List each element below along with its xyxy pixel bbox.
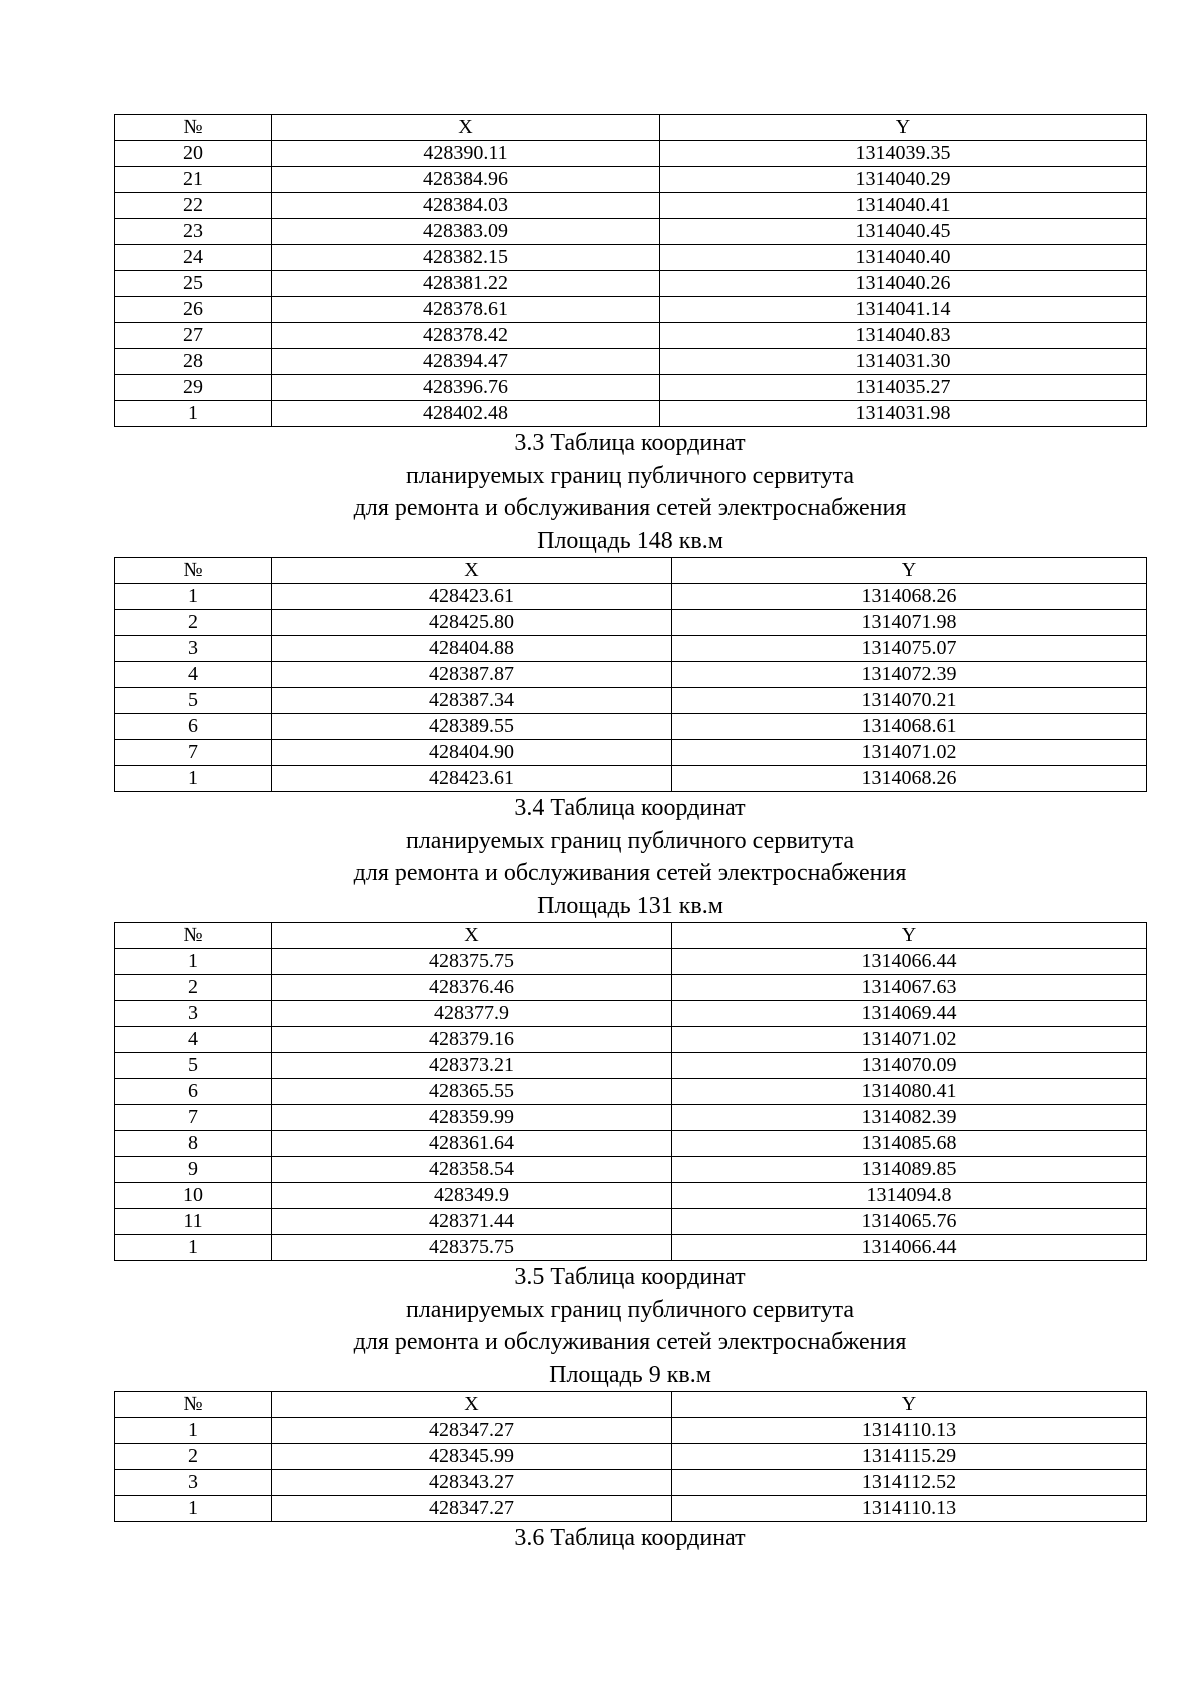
cell-number: 11 <box>115 1209 272 1235</box>
section-area: Площадь 131 кв.м <box>537 892 723 919</box>
cell-y: 1314068.26 <box>672 584 1147 610</box>
table-row <box>115 740 1147 766</box>
header-y: Y <box>660 115 1147 141</box>
section-area: Площадь 9 кв.м <box>549 1361 711 1388</box>
section-area: Площадь 148 кв.м <box>537 527 723 554</box>
cell-x: 428425.80 <box>272 610 672 636</box>
table-row <box>115 141 1147 167</box>
cell-y: 1314075.07 <box>672 636 1147 662</box>
cell-y: 1314040.45 <box>660 219 1147 245</box>
cell-y: 1314066.44 <box>672 949 1147 975</box>
cell-x: 428383.09 <box>272 219 660 245</box>
table-header-row <box>115 115 1147 141</box>
header-number: № <box>115 115 272 141</box>
table-row <box>115 271 1147 297</box>
cell-x: 428358.54 <box>272 1157 672 1183</box>
table-row <box>115 662 1147 688</box>
table-row <box>115 1418 1147 1444</box>
cell-x: 428390.11 <box>272 141 660 167</box>
cell-x: 428379.16 <box>272 1027 672 1053</box>
header-y: Y <box>672 558 1147 584</box>
cell-y: 1314065.76 <box>672 1209 1147 1235</box>
cell-x: 428378.42 <box>272 323 660 349</box>
table-row <box>115 323 1147 349</box>
cell-x: 428361.64 <box>272 1131 672 1157</box>
cell-y: 1314035.27 <box>660 375 1147 401</box>
cell-number: 2 <box>115 975 272 1001</box>
cell-x: 428402.48 <box>272 401 660 427</box>
section-3-3-caption <box>114 427 1146 557</box>
cell-x: 428347.27 <box>272 1496 672 1522</box>
table-row <box>115 245 1147 271</box>
table-row <box>115 219 1147 245</box>
cell-number: 3 <box>115 636 272 662</box>
table-row <box>115 714 1147 740</box>
coordinates-table-3-5 <box>114 1391 1147 1522</box>
cell-y: 1314089.85 <box>672 1157 1147 1183</box>
cell-y: 1314071.02 <box>672 1027 1147 1053</box>
cell-y: 1314080.41 <box>672 1079 1147 1105</box>
header-x: X <box>272 558 672 584</box>
cell-number: 1 <box>115 766 272 792</box>
cell-x: 428394.47 <box>272 349 660 375</box>
cell-x: 428423.61 <box>272 766 672 792</box>
cell-number: 22 <box>115 193 272 219</box>
cell-number: 9 <box>115 1157 272 1183</box>
table-row <box>115 949 1147 975</box>
cell-y: 1314072.39 <box>672 662 1147 688</box>
cell-number: 3 <box>115 1001 272 1027</box>
cell-x: 428387.87 <box>272 662 672 688</box>
cell-y: 1314071.02 <box>672 740 1147 766</box>
table-row <box>115 610 1147 636</box>
header-x: X <box>272 923 672 949</box>
section-3-6-caption <box>114 1522 1146 1555</box>
cell-y: 1314070.09 <box>672 1053 1147 1079</box>
cell-x: 428384.03 <box>272 193 660 219</box>
cell-number: 6 <box>115 1079 272 1105</box>
cell-number: 26 <box>115 297 272 323</box>
table-row <box>115 1079 1147 1105</box>
table-row <box>115 401 1147 427</box>
cell-x: 428359.99 <box>272 1105 672 1131</box>
cell-y: 1314071.98 <box>672 610 1147 636</box>
section-title: 3.6 Таблица координат <box>514 1525 746 1551</box>
cell-x: 428423.61 <box>272 584 672 610</box>
cell-y: 1314082.39 <box>672 1105 1147 1131</box>
table-row <box>115 1496 1147 1522</box>
cell-y: 1314040.83 <box>660 323 1147 349</box>
section-3-4-caption <box>114 792 1146 922</box>
cell-number: 1 <box>115 949 272 975</box>
cell-y: 1314068.26 <box>672 766 1147 792</box>
document-page <box>114 114 1146 1555</box>
cell-number: 3 <box>115 1470 272 1496</box>
coordinates-table-3-3 <box>114 557 1147 792</box>
cell-number: 1 <box>115 1418 272 1444</box>
table-row <box>115 688 1147 714</box>
cell-number: 4 <box>115 662 272 688</box>
table-header-row <box>115 1392 1147 1418</box>
table-row <box>115 1053 1147 1079</box>
cell-y: 1314040.40 <box>660 245 1147 271</box>
table-row <box>115 1183 1147 1209</box>
section-purpose: для ремонта и обслуживания сетей электроснабжения <box>353 495 907 521</box>
table-row <box>115 975 1147 1001</box>
cell-x: 428381.22 <box>272 271 660 297</box>
table-row <box>115 1235 1147 1261</box>
cell-x: 428365.55 <box>272 1079 672 1105</box>
table-row <box>115 193 1147 219</box>
cell-y: 1314068.61 <box>672 714 1147 740</box>
header-y: Y <box>672 923 1147 949</box>
table-row <box>115 375 1147 401</box>
cell-number: 29 <box>115 375 272 401</box>
cell-x: 428396.76 <box>272 375 660 401</box>
cell-y: 1314115.29 <box>672 1444 1147 1470</box>
table-row <box>115 1157 1147 1183</box>
cell-x: 428347.27 <box>272 1418 672 1444</box>
cell-x: 428376.46 <box>272 975 672 1001</box>
cell-x: 428404.90 <box>272 740 672 766</box>
cell-x: 428404.88 <box>272 636 672 662</box>
cell-number: 4 <box>115 1027 272 1053</box>
table-row <box>115 1444 1147 1470</box>
cell-number: 20 <box>115 141 272 167</box>
cell-number: 23 <box>115 219 272 245</box>
cell-y: 1314040.41 <box>660 193 1147 219</box>
cell-x: 428375.75 <box>272 1235 672 1261</box>
cell-number: 10 <box>115 1183 272 1209</box>
cell-number: 25 <box>115 271 272 297</box>
table-row <box>115 1209 1147 1235</box>
section-purpose: для ремонта и обслуживания сетей электроснабжения <box>353 860 907 886</box>
cell-x: 428389.55 <box>272 714 672 740</box>
coordinates-table-continued <box>114 114 1147 427</box>
table-row <box>115 1131 1147 1157</box>
cell-number: 1 <box>115 1235 272 1261</box>
cell-y: 1314031.30 <box>660 349 1147 375</box>
header-number: № <box>115 923 272 949</box>
cell-y: 1314070.21 <box>672 688 1147 714</box>
table-row <box>115 636 1147 662</box>
table-row <box>115 1105 1147 1131</box>
cell-number: 6 <box>115 714 272 740</box>
section-purpose: для ремонта и обслуживания сетей электроснабжения <box>353 1329 907 1355</box>
cell-x: 428375.75 <box>272 949 672 975</box>
cell-x: 428371.44 <box>272 1209 672 1235</box>
cell-number: 7 <box>115 740 272 766</box>
cell-y: 1314110.13 <box>672 1496 1147 1522</box>
cell-y: 1314066.44 <box>672 1235 1147 1261</box>
cell-y: 1314039.35 <box>660 141 1147 167</box>
table-row <box>115 766 1147 792</box>
section-subtitle: планируемых границ публичного сервитута <box>405 827 855 854</box>
cell-y: 1314112.52 <box>672 1470 1147 1496</box>
header-number: № <box>115 558 272 584</box>
section-title: 3.3 Таблица координат <box>514 430 746 456</box>
table-row <box>115 297 1147 323</box>
cell-number: 28 <box>115 349 272 375</box>
cell-y: 1314094.8 <box>672 1183 1147 1209</box>
cell-number: 27 <box>115 323 272 349</box>
cell-number: 5 <box>115 688 272 714</box>
cell-number: 2 <box>115 610 272 636</box>
cell-x: 428387.34 <box>272 688 672 714</box>
cell-y: 1314040.29 <box>660 167 1147 193</box>
cell-number: 7 <box>115 1105 272 1131</box>
table-row <box>115 1470 1147 1496</box>
table-row <box>115 584 1147 610</box>
cell-x: 428349.9 <box>272 1183 672 1209</box>
section-title: 3.5 Таблица координат <box>514 1264 746 1290</box>
cell-y: 1314031.98 <box>660 401 1147 427</box>
cell-number: 1 <box>115 1496 272 1522</box>
table-header-row <box>115 558 1147 584</box>
section-subtitle: планируемых границ публичного сервитута <box>405 1296 855 1323</box>
cell-y: 1314040.26 <box>660 271 1147 297</box>
cell-number: 5 <box>115 1053 272 1079</box>
cell-x: 428378.61 <box>272 297 660 323</box>
cell-x: 428373.21 <box>272 1053 672 1079</box>
header-y: Y <box>672 1392 1147 1418</box>
header-x: X <box>272 115 660 141</box>
section-3-5-caption <box>114 1261 1146 1391</box>
header-x: X <box>272 1392 672 1418</box>
cell-x: 428377.9 <box>272 1001 672 1027</box>
table-row <box>115 1001 1147 1027</box>
section-title: 3.4 Таблица координат <box>514 795 746 821</box>
table-row <box>115 167 1147 193</box>
cell-x: 428382.15 <box>272 245 660 271</box>
section-subtitle: планируемых границ публичного сервитута <box>405 462 855 489</box>
cell-x: 428384.96 <box>272 167 660 193</box>
cell-number: 24 <box>115 245 272 271</box>
coordinates-table-3-4 <box>114 922 1147 1261</box>
cell-y: 1314067.63 <box>672 975 1147 1001</box>
table-row <box>115 1027 1147 1053</box>
cell-y: 1314110.13 <box>672 1418 1147 1444</box>
cell-y: 1314041.14 <box>660 297 1147 323</box>
cell-number: 8 <box>115 1131 272 1157</box>
cell-number: 1 <box>115 584 272 610</box>
cell-number: 1 <box>115 401 272 427</box>
header-number: № <box>115 1392 272 1418</box>
cell-number: 21 <box>115 167 272 193</box>
cell-number: 2 <box>115 1444 272 1470</box>
cell-y: 1314069.44 <box>672 1001 1147 1027</box>
table-row <box>115 349 1147 375</box>
cell-x: 428343.27 <box>272 1470 672 1496</box>
table-header-row <box>115 923 1147 949</box>
cell-y: 1314085.68 <box>672 1131 1147 1157</box>
cell-x: 428345.99 <box>272 1444 672 1470</box>
